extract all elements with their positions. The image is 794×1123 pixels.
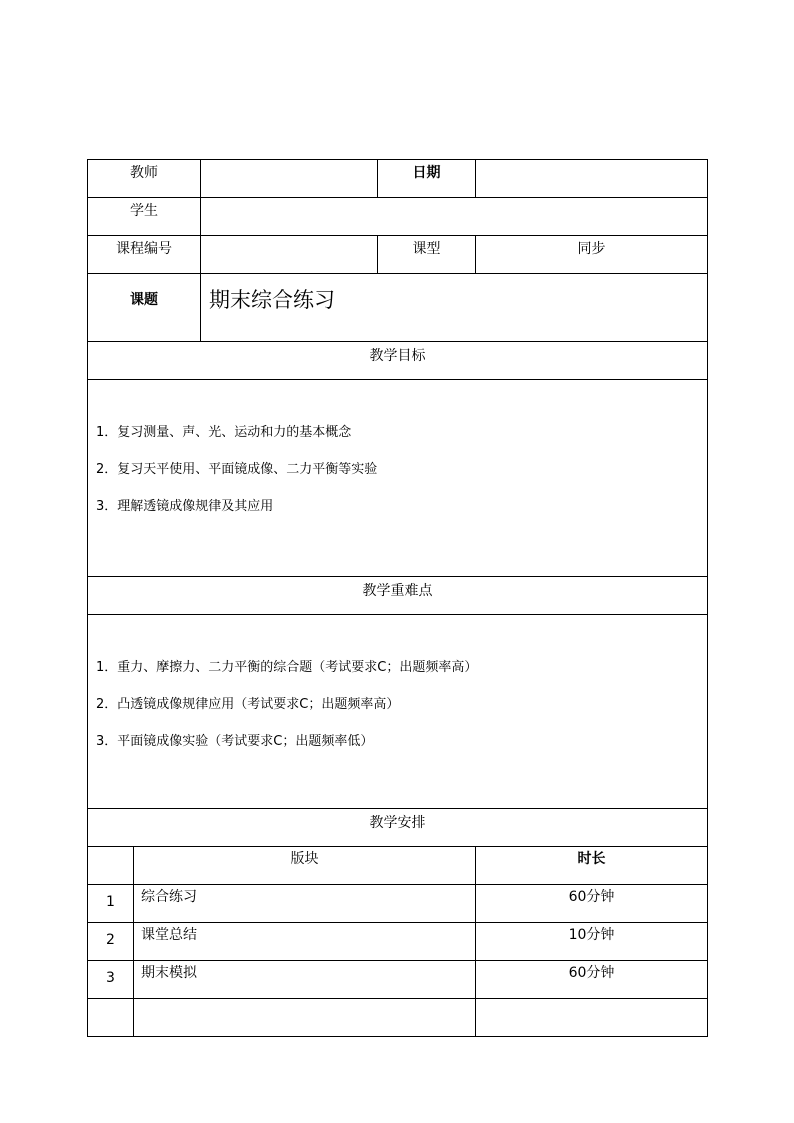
schedule-block[interactable]: 课堂总结	[134, 923, 476, 961]
date-label: 日期	[378, 160, 476, 198]
schedule-index: 2	[88, 923, 134, 961]
schedule-duration[interactable]: 10分钟	[476, 923, 708, 961]
date-field[interactable]	[476, 160, 708, 198]
objectives-heading: 教学目标	[88, 342, 708, 380]
key-point-item: 2．凸透镜成像规律应用（考试要求C；出题频率高）	[96, 697, 400, 712]
table-row	[88, 961, 708, 999]
lesson-type-value[interactable]: 同步	[476, 236, 708, 274]
objectives-heading-row	[88, 342, 708, 380]
schedule-index	[88, 999, 134, 1037]
schedule-index: 1	[88, 885, 134, 923]
schedule-col-duration: 时长	[476, 847, 708, 885]
schedule-col-block: 版块	[134, 847, 476, 885]
course-row	[88, 236, 708, 274]
teacher-label: 教师	[88, 160, 201, 198]
topic-value[interactable]: 期末综合练习	[201, 274, 708, 342]
schedule-block[interactable]: 综合练习	[134, 885, 476, 923]
teacher-date-row	[88, 160, 708, 198]
table-row	[88, 923, 708, 961]
schedule-duration[interactable]	[476, 999, 708, 1037]
teacher-field[interactable]	[201, 160, 378, 198]
topic-row	[88, 274, 708, 342]
objectives-body-row	[88, 380, 708, 577]
table-row	[88, 999, 708, 1037]
key-points-heading: 教学重难点	[88, 577, 708, 615]
student-label: 学生	[88, 198, 201, 236]
course-no-field[interactable]	[201, 236, 378, 274]
lesson-type-label: 课型	[378, 236, 476, 274]
course-no-label: 课程编号	[88, 236, 201, 274]
schedule-duration[interactable]: 60分钟	[476, 961, 708, 999]
schedule-heading: 教学安排	[88, 809, 708, 847]
objective-item: 2．复习天平使用、平面镜成像、二力平衡等实验	[96, 462, 378, 477]
key-points-body	[88, 615, 708, 809]
schedule-col-index	[88, 847, 134, 885]
objectives-body	[88, 380, 708, 577]
schedule-index: 3	[88, 961, 134, 999]
key-points-heading-row	[88, 577, 708, 615]
schedule-block[interactable]: 期末模拟	[134, 961, 476, 999]
schedule-header-row	[88, 847, 708, 885]
objective-item: 1．复习测量、声、光、运动和力的基本概念	[96, 425, 352, 440]
key-points-body-row	[88, 615, 708, 809]
key-point-item: 3．平面镜成像实验（考试要求C；出题频率低）	[96, 734, 374, 749]
schedule-block[interactable]	[134, 999, 476, 1037]
schedule-heading-row	[88, 809, 708, 847]
table-row	[88, 885, 708, 923]
student-field[interactable]	[201, 198, 708, 236]
objective-item: 3．理解透镜成像规律及其应用	[96, 499, 274, 514]
schedule-duration[interactable]: 60分钟	[476, 885, 708, 923]
lesson-plan-table	[87, 159, 708, 1037]
lesson-plan-sheet	[87, 159, 707, 1037]
student-row	[88, 198, 708, 236]
key-point-item: 1．重力、摩擦力、二力平衡的综合题（考试要求C；出题频率高）	[96, 660, 478, 675]
topic-label: 课题	[88, 274, 201, 342]
